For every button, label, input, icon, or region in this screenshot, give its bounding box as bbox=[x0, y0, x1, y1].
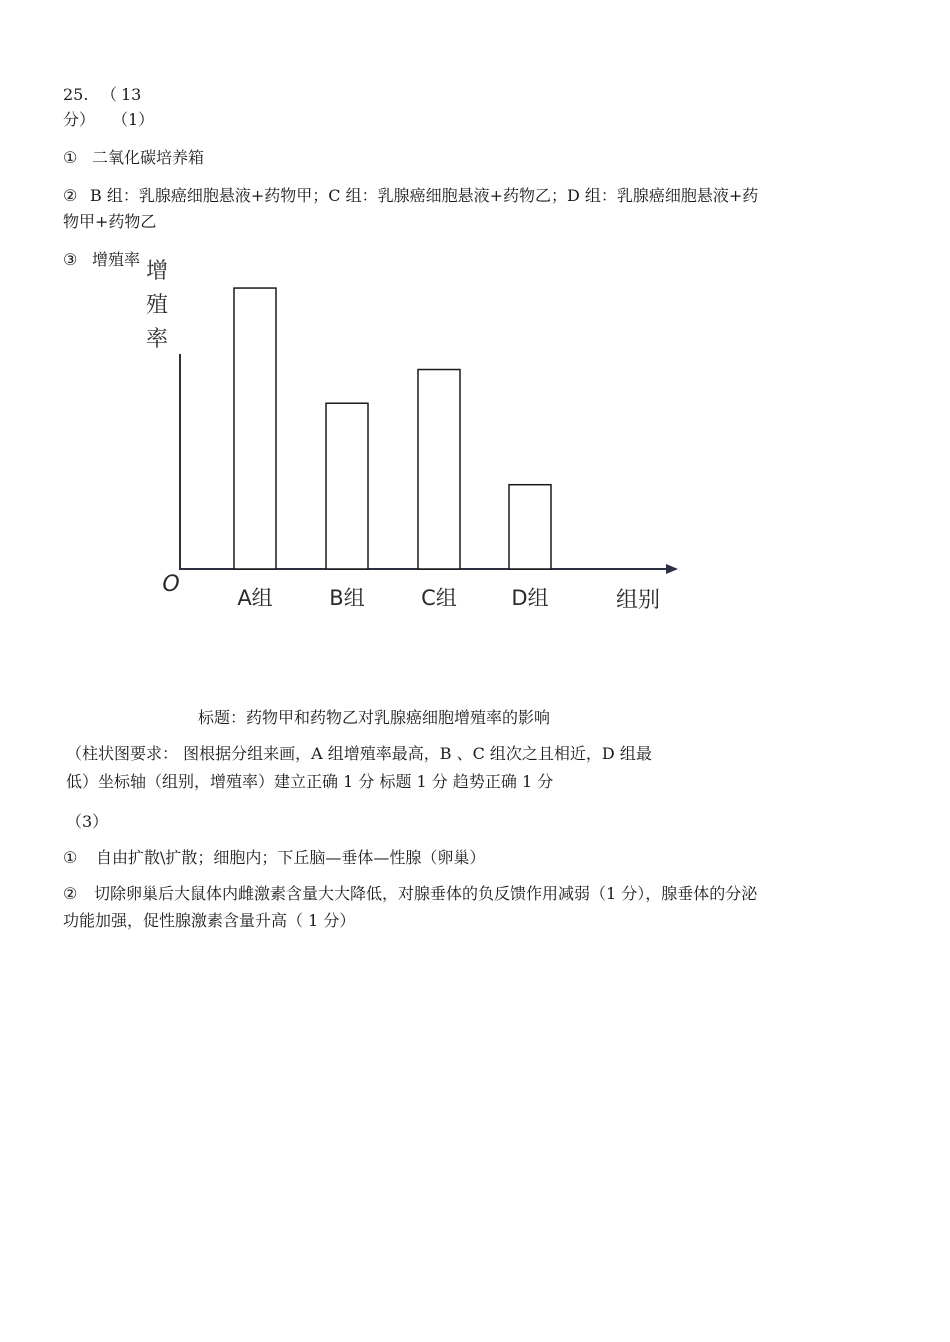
part3-item2-mark: ② bbox=[63, 884, 78, 903]
item3-text: 增殖率 bbox=[92, 250, 141, 269]
item2-mark: ② bbox=[63, 186, 78, 205]
x-tick-label-2: B组 bbox=[329, 586, 365, 610]
part3-label: （3） bbox=[66, 812, 109, 831]
item2-line2: 物甲+药物乙 bbox=[63, 212, 157, 231]
requirements-line2: 低）坐标轴（组别，增殖率）建立正确 1 分 标题 1 分 趋势正确 1 分 bbox=[66, 772, 554, 791]
x-tick-label-3: C组 bbox=[421, 586, 457, 610]
score-number: 13 bbox=[121, 85, 142, 104]
x-axis-label: 组别 bbox=[615, 588, 661, 613]
origin-label: O bbox=[162, 572, 180, 597]
proliferation-bar-chart bbox=[145, 259, 690, 622]
item3-mark: ③ bbox=[63, 250, 78, 269]
score-open: （ bbox=[101, 85, 118, 104]
bar-1 bbox=[234, 288, 276, 569]
question-number: 25. bbox=[63, 85, 89, 104]
part3-item2-line1: 切除卵巢后大鼠体内雌激素含量大大降低，对腺垂体的负反馈作用减弱（1 分），腺垂体的分泌 bbox=[94, 884, 758, 903]
bar-4 bbox=[509, 485, 551, 569]
x-tick-label-1: A组 bbox=[237, 586, 273, 610]
part3-item1-mark: ① bbox=[63, 848, 78, 867]
item2-line1: B 组：乳腺癌细胞悬液+药物甲；C 组：乳腺癌细胞悬液+药物乙；D 组：乳腺癌细胞悬液+药 bbox=[90, 186, 759, 205]
requirements-line1: （柱状图要求： 图根据分组来画，A 组增殖率最高，B 、C 组次之且相近，D 组最 bbox=[66, 744, 652, 763]
item1-text: 二氧化碳培养箱 bbox=[92, 148, 205, 167]
x-tick-label-4: D组 bbox=[511, 586, 549, 610]
y-axis-label-char-1: 增 bbox=[145, 259, 169, 284]
y-axis-label-char-2: 殖 bbox=[145, 293, 169, 318]
y-axis-label-char-3: 率 bbox=[145, 327, 169, 352]
part3-item1-text: 自由扩散\扩散；细胞内；下丘脑—垂体—性腺（卵巢） bbox=[96, 848, 486, 867]
bar-3 bbox=[418, 370, 460, 569]
score-unit: 分） bbox=[63, 110, 96, 129]
part1-label: （1） bbox=[112, 110, 155, 129]
bar-2 bbox=[326, 403, 368, 569]
part3-item2-line2: 功能加强，促性腺激素含量升高（ 1 分） bbox=[63, 911, 356, 930]
chart-caption: 标题：药物甲和药物乙对乳腺癌细胞增殖率的影响 bbox=[198, 708, 551, 727]
item1-mark: ① bbox=[63, 148, 78, 167]
